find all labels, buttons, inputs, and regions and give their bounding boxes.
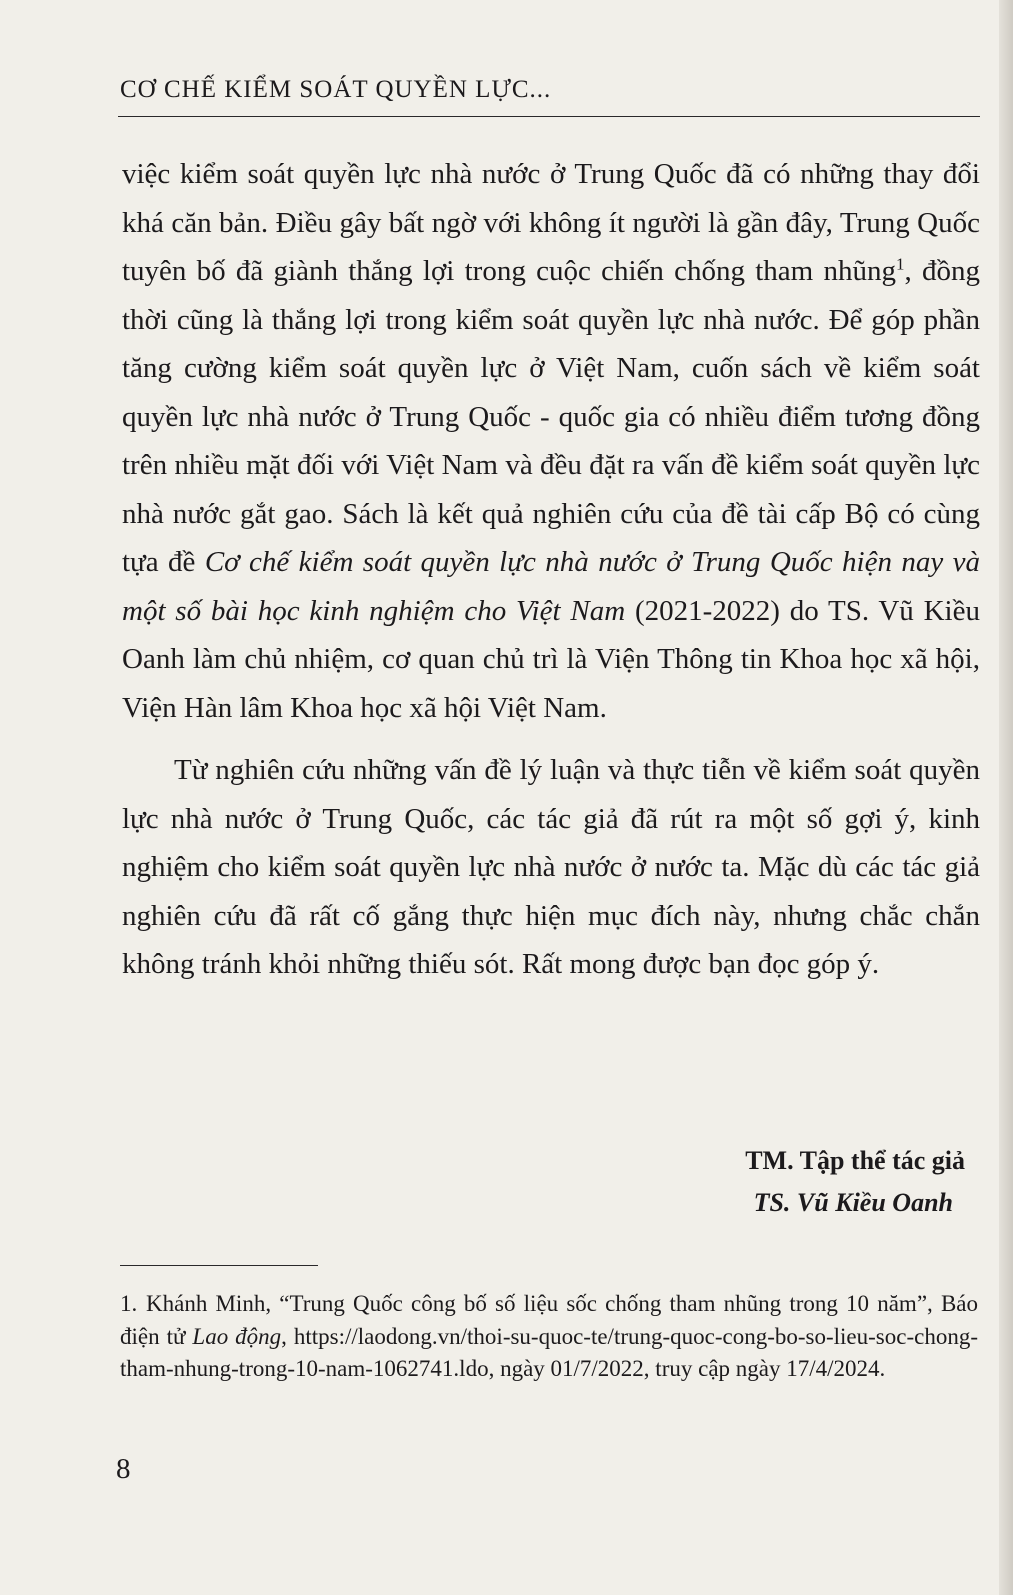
italic-book-title: Cơ chế kiểm soát quyền lực nhà nước ở Trung Quốc hiện nay và một số bài học kinh nghiệm cho Việt Nam xyxy=(122,546,980,627)
header-rule xyxy=(118,116,980,117)
paragraph-1-part-2: , đồng thời cũng là thắng lợi trong kiểm soát quyền lực nhà nước. Để góp phần tăng cường kiểm soát quyền lực ở Việt Nam, cuốn sách về kiểm soát quyền lực nhà nước ở Trung Quốc - quốc gia có nhiều điểm tương đồng trên nhiều mặt đối với Việt Nam và đều đặt ra vấn đề kiểm soát quyền lực nhà nước gắt gao. Sách là kết quả nghiên cứu của đề tài cấp Bộ có cùng tựa đề xyxy=(122,255,981,578)
signature-block xyxy=(745,1140,965,1224)
footnote xyxy=(120,1288,978,1386)
paragraph-2: Từ nghiên cứu những vấn đề lý luận và thực tiễn về kiểm soát quyền lực nhà nước ở Trung Quốc, các tác giả đã rút ra một số gợi ý, kinh nghiệm cho kiểm soát quyền lực nhà nước ở nước ta. Mặc dù các tác giả nghiên cứu đã rất cố gắng thực hiện mục đích này, nhưng chắc chắn không tránh khỏi những thiếu sót. Rất mong được bạn đọc góp ý. xyxy=(122,754,980,980)
footnote-part-2: , https://laodong.vn/thoi-su-quoc-te/trung-quoc-cong-bo-so-lieu-soc-chong-tham-nhung-trong-10-nam-1062741.ldo, ngày 01/7/2022, truy cập ngày 17/4/2024. xyxy=(120,1323,978,1381)
signature-name: TS. Vũ Kiều Oanh xyxy=(753,1188,953,1217)
footnote-marker: 1. xyxy=(120,1291,138,1316)
footnote-rule xyxy=(120,1265,318,1266)
body-text xyxy=(122,150,980,989)
paragraph-1 xyxy=(122,150,980,732)
footnote-source: Lao động xyxy=(192,1323,282,1349)
page-number: 8 xyxy=(116,1453,131,1485)
footnote-reference: 1 xyxy=(896,254,905,274)
footnote-part-1: Khánh Minh, “Trung Quốc công bố số liệu sốc chống tham nhũng trong 10 năm”, Báo điện tử xyxy=(120,1291,978,1349)
paragraph-1-part-1: việc kiểm soát quyền lực nhà nước ở Trung Quốc đã có những thay đổi khá căn bản. Điều gây bất ngờ với không ít người là gần đây, Trung Quốc tuyên bố đã giành thắng lợi trong cuộc chiến chống tham nhũng xyxy=(122,158,980,287)
signature-title: TM. Tập thể tác giả xyxy=(745,1146,965,1175)
page-edge xyxy=(999,0,1013,1595)
running-header: CƠ CHẾ KIỂM SOÁT QUYỀN LỰC... xyxy=(120,76,552,103)
paragraph-1-part-3: (2021-2022) do TS. Vũ Kiều Oanh làm chủ nhiệm, cơ quan chủ trì là Viện Thông tin Khoa học xã hội, Viện Hàn lâm Khoa học xã hội Việt Nam. xyxy=(122,594,980,724)
